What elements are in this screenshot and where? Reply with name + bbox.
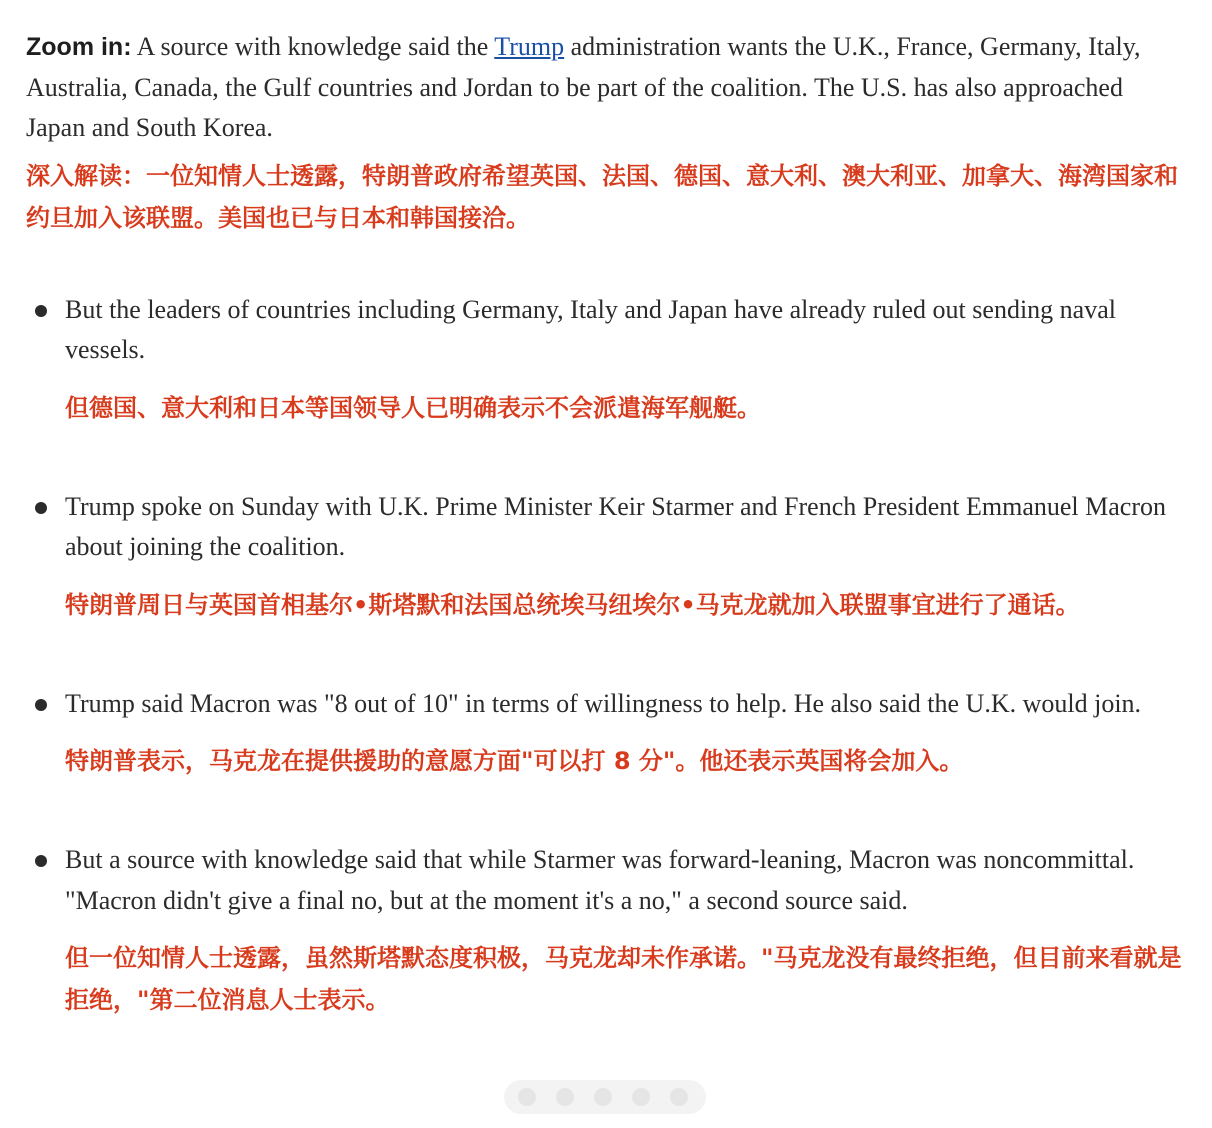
bullet-dot <box>35 699 47 711</box>
intro-text-after-link: administration wants the U.K., France, Germany, Italy, Australia, Canada, the Gulf countries and Jordan to be part of the coalition. The U.S. has also approached Japan and South Korea. <box>26 32 1141 142</box>
zoom-in-label: Zoom in: <box>26 33 132 61</box>
bullet-text: Trump spoke on Sunday with U.K. Prime Minister Keir Starmer and French President Emmanuel Macron about joining the coalition. <box>65 491 1166 561</box>
intro-translation: 深入解读：一位知情人士透露，特朗普政府希望英国、法国、德国、意大利、澳大利亚、加拿大、海湾国家和约旦加入该联盟。美国也已与日本和韩国接洽。 <box>26 161 1178 232</box>
watermark-dot <box>518 1088 536 1106</box>
bullet-dot <box>35 502 47 514</box>
watermark-dot <box>556 1088 574 1106</box>
watermark-dot <box>670 1088 688 1106</box>
bullet-text: But the leaders of countries including Germany, Italy and Japan have already ruled out sending naval vessels. <box>65 294 1116 364</box>
bullet-translation: 但德国、意大利和日本等国领导人已明确表示不会派遣海军舰艇。 <box>65 393 761 422</box>
bullet-dot <box>35 855 47 867</box>
bullet-item <box>26 487 1188 626</box>
watermark-dot <box>632 1088 650 1106</box>
intro-text-before-link: A source with knowledge said the <box>131 32 495 61</box>
bullet-dot <box>35 305 47 317</box>
bullet-item <box>26 684 1188 783</box>
watermark-dot <box>594 1088 612 1106</box>
bullet-translation: 但一位知情人士透露，虽然斯塔默态度积极，马克龙却未作承诺。"马克龙没有最终拒绝，但目前来看就是拒绝，"第二位消息人士表示。 <box>65 944 1182 1014</box>
article-body <box>26 27 1188 1021</box>
bullet-text: Trump said Macron was "8 out of 10" in terms of willingness to help. He also said the U.K. would join. <box>65 688 1142 718</box>
bullet-item <box>26 840 1188 1021</box>
bullet-translation: 特朗普表示，马克龙在提供援助的意愿方面"可以打 8 分"。他还表示英国将会加入。 <box>65 747 964 775</box>
bullet-list <box>26 290 1188 1022</box>
watermark <box>504 1080 706 1114</box>
trump-link[interactable]: Trump <box>494 32 565 61</box>
intro-paragraph <box>26 27 1188 149</box>
bullet-text: But a source with knowledge said that while Starmer was forward-leaning, Macron was noncommittal. "Macron didn't give a final no, but at the moment it's a no," a second source said. <box>65 845 1135 915</box>
bullet-translation: 特朗普周日与英国首相基尔•斯塔默和法国总统埃马纽埃尔•马克龙就加入联盟事宜进行了通话。 <box>65 590 1080 619</box>
bullet-item <box>26 290 1188 429</box>
